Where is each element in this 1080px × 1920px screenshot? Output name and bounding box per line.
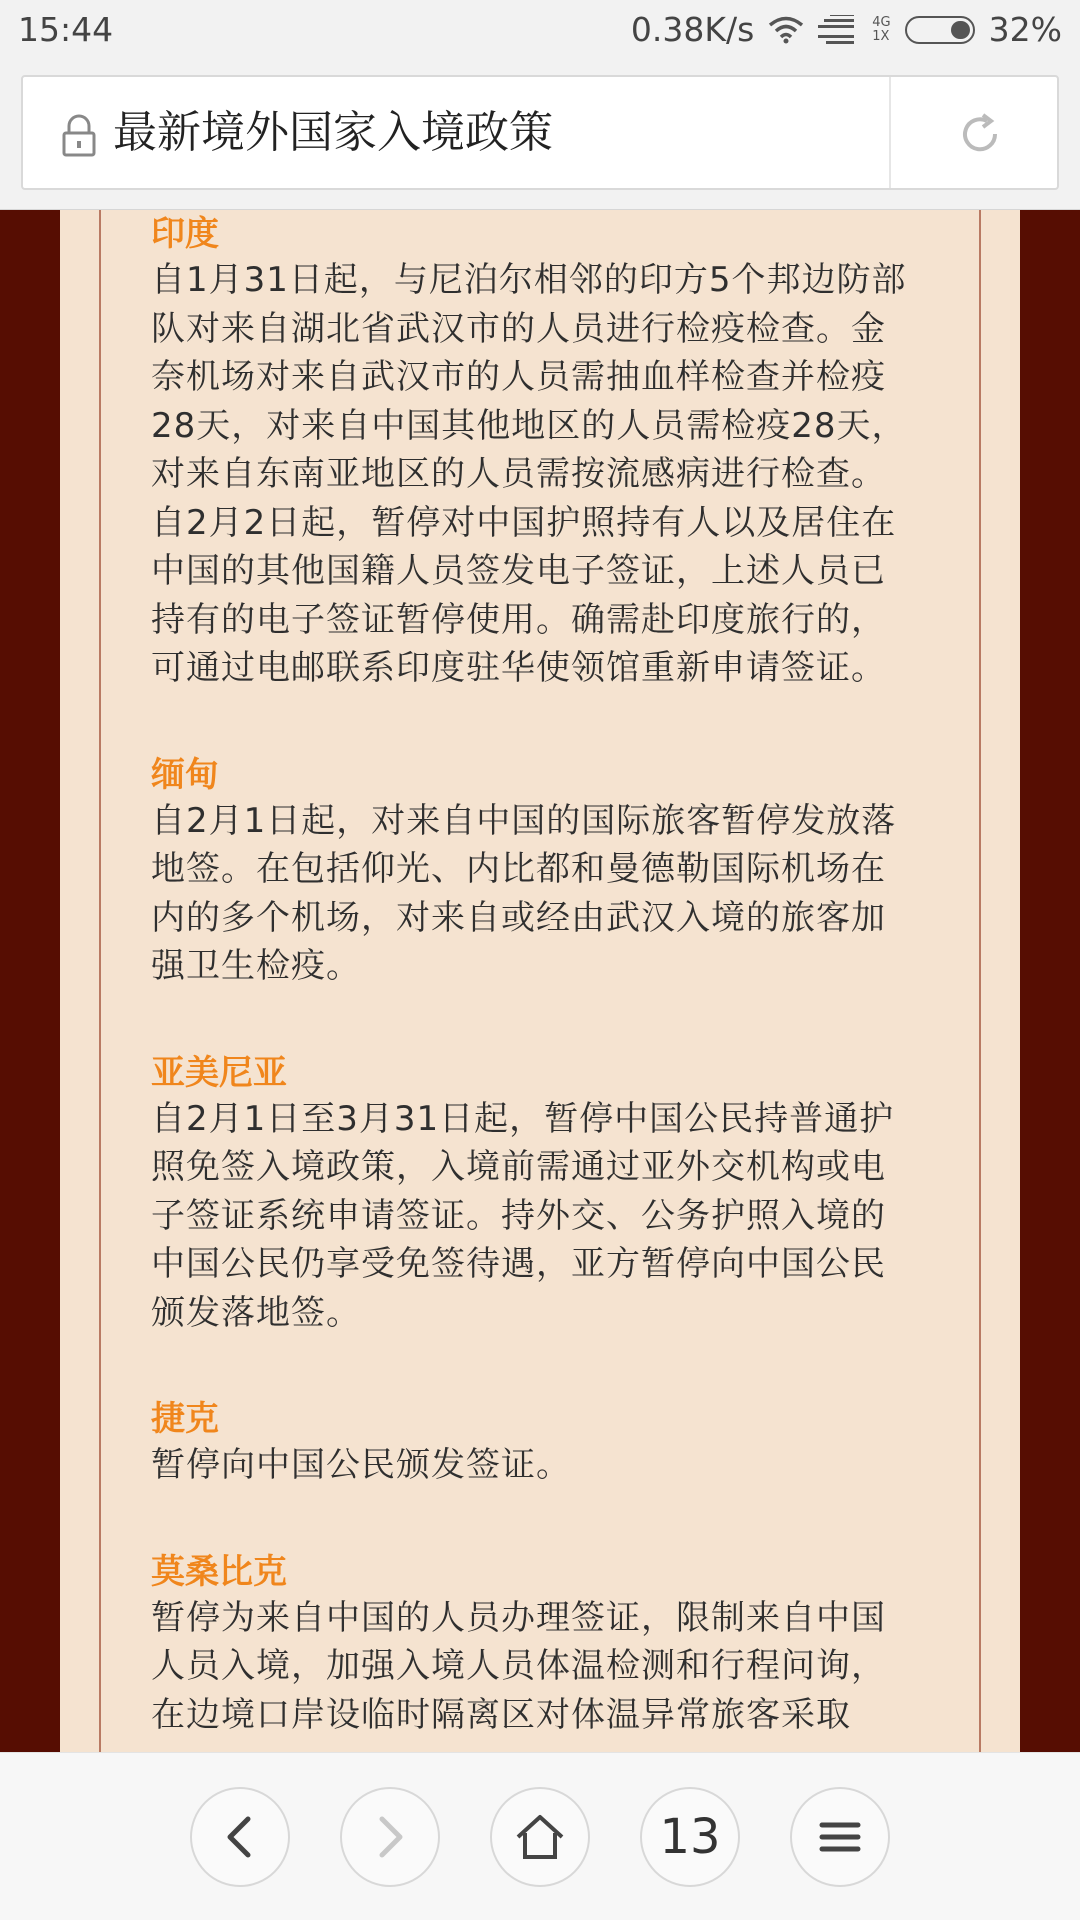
home-button[interactable] — [490, 1787, 590, 1887]
article-heading: 亚美尼亚 — [151, 1052, 287, 1093]
panel-border-left — [99, 210, 101, 1752]
article-heading: 缅甸 — [151, 754, 219, 795]
article-body: 暂停向中国公民颁发签证。 — [151, 1445, 571, 1485]
battery-percent: 32% — [988, 10, 1062, 49]
lock-icon — [59, 113, 99, 157]
panel-border-right — [979, 210, 981, 1752]
menu-icon — [818, 1819, 862, 1855]
address-bar[interactable] — [21, 75, 1059, 190]
status-time: 15:44 — [18, 10, 114, 49]
article-body: 自2月1日起，对来自中国的国际旅客暂停发放落地签。在包括仰光、内比都和曼德勒国际机场在内的多个机场，对来自或经由武汉入境的旅客加强卫生检疫。 — [151, 800, 897, 986]
article-heading: 印度 — [151, 214, 219, 254]
page-content[interactable] — [0, 210, 1080, 1752]
network-speed: 0.38K/s — [630, 10, 755, 49]
address-divider — [889, 77, 891, 188]
article-body: 自2月1日至3月31日起，暂停中国公民持普通护照免签入境政策，入境前需通过亚外交机构或电子签证系统申请签证。持外交、公务护照入境的中国公民仍享受免签待遇，亚方暂停向中国公民颁发落地签。 — [151, 1098, 895, 1333]
home-icon — [514, 1813, 566, 1861]
status-indicators — [631, 10, 1062, 49]
page-title[interactable]: 最新境外国家入境政策 — [113, 107, 553, 158]
article-india — [151, 212, 911, 693]
signal-icon — [818, 15, 858, 45]
wifi-icon — [768, 16, 804, 44]
menu-button[interactable] — [790, 1787, 890, 1887]
tabs-button[interactable] — [640, 1787, 740, 1887]
network-type: 4G 1X — [872, 14, 891, 44]
battery-fill — [951, 21, 970, 39]
article-mozambique — [151, 1550, 911, 1740]
article-heading: 莫桑比克 — [151, 1551, 287, 1592]
article-body: 暂停为来自中国的人员办理签证，限制来自中国人员入境，加强入境人员体温检测和行程问询，在边境口岸设临时隔离区对体温异常旅客采取 — [151, 1597, 886, 1735]
forward-button[interactable] — [340, 1787, 440, 1887]
chevron-left-icon — [220, 1815, 260, 1859]
article-heading: 捷克 — [151, 1399, 219, 1439]
chevron-right-icon — [370, 1815, 410, 1859]
article-myanmar — [151, 753, 911, 991]
article-list — [151, 212, 911, 1752]
back-button[interactable] — [190, 1787, 290, 1887]
tab-count: 13 — [659, 1809, 721, 1865]
article-armenia — [151, 1051, 911, 1338]
browser-toolbar — [0, 64, 1080, 210]
article-body: 自1月31日起，与尼泊尔相邻的印方5个邦边防部队对来自湖北省武汉市的人员进行检疫检查。金奈机场对来自武汉市的人员需抽血样检查并检疫28天，对来自中国其他地区的人员需检疫28天，对来自东南亚地区的人员需按流感病进行检查。自2月2日起，暂停对中国护照持有人以及居住在中国的其他国籍人员签发电子签证，上述人员已持有的电子签证暂停使用。确需赴印度旅行的，可通过电邮联系印度驻华使领馆重新申请签证。 — [151, 260, 907, 688]
status-bar — [0, 0, 1080, 64]
article-czech — [151, 1397, 911, 1490]
bottom-nav — [0, 1752, 1080, 1920]
reload-icon[interactable] — [955, 109, 1005, 159]
battery-icon — [905, 16, 975, 44]
